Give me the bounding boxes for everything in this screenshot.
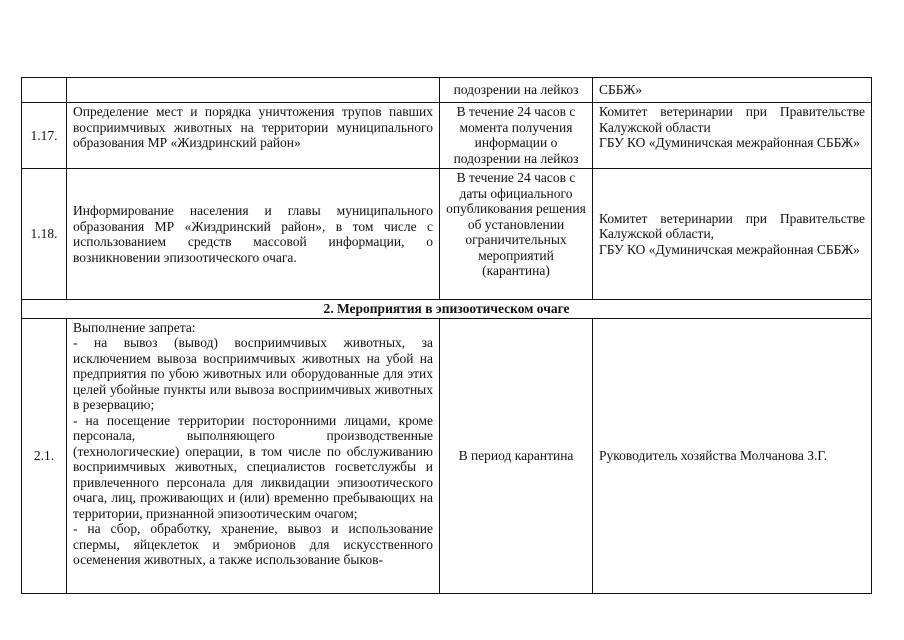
row-number: 1.17.	[22, 103, 67, 169]
activity-cell: Определение мест и порядка уничтожения трупов павших восприимчивых животных на территории муниципального образования МР «Жиздринский район»	[67, 103, 440, 169]
activity-line: - на сбор, обработку, хранение, вывоз и использование спермы, яйцеклеток и эмбрионов для искусственного осеменения животных, а также использование быков-	[73, 521, 433, 567]
responsible-line: Комитет ветеринарии при Правительстве Калужской области,	[599, 210, 865, 242]
table-row	[22, 103, 872, 169]
activity-cell	[67, 318, 440, 593]
responsible-cell	[593, 78, 872, 103]
row-number: 1.18.	[22, 169, 67, 300]
deadline-cell: В течение 24 часов с момента получения информации о подозрении на лейкоз	[440, 103, 593, 169]
section-title: 2. Мероприятия в эпизоотическом очаге	[22, 300, 872, 319]
measures-table	[21, 77, 872, 594]
activity-cell	[67, 78, 440, 103]
table-row	[22, 318, 872, 593]
responsible-cell: Руководитель хозяйства Молчанова З.Г.	[593, 318, 872, 593]
table-row	[22, 78, 872, 103]
responsible-cell	[593, 103, 872, 169]
activity-line: Выполнение запрета:	[73, 319, 196, 335]
activity-line: - на посещение территории посторонними лицами, кроме персонала, выполняющего производственные (технологические) операции, в том числе по обслуживанию восприимчивых животных, специалистов госветслужбы и привлеченного персонала для ликвидации эпизоотического очага, лиц, проживающих и (или) временно пребывающих на территории, признанной эпизоотическим очагом;	[73, 412, 433, 521]
responsible-line: Комитет ветеринарии при Правительстве Калужской области	[599, 104, 865, 135]
responsible-line: ГБУ КО «Думиничская межрайонная СББЖ»	[599, 135, 860, 150]
table-row	[22, 169, 872, 300]
row-number: 2.1.	[22, 318, 67, 593]
activity-cell: Информирование населения и главы муниципального образования МР «Жиздринский район», в том числе с использованием средств массовой информации, о возникновении эпизоотического очага.	[67, 169, 440, 300]
section-header-row	[22, 300, 872, 319]
activity-line: - на вывоз (вывод) восприимчивых животных, за исключением вывоза восприимчивых животных на убой на предприятия по убою животных или оборудованные для этих целей убойные пункты или вывоза восприимчивых животных в резервацию;	[73, 335, 433, 412]
responsible-line: ГБУ КО «Думиничская межрайонная СББЖ»	[599, 241, 860, 257]
responsible-cell	[593, 169, 872, 300]
deadline-cell: подозрении на лейкоз	[440, 78, 593, 103]
deadline-cell: В период карантина	[440, 318, 593, 593]
deadline-cell: В течение 24 часов с даты официального опубликования решения об установлении ограничительных мероприятий (карантина)	[440, 169, 593, 300]
row-number	[22, 78, 67, 103]
responsible-line: СББЖ»	[599, 82, 643, 98]
